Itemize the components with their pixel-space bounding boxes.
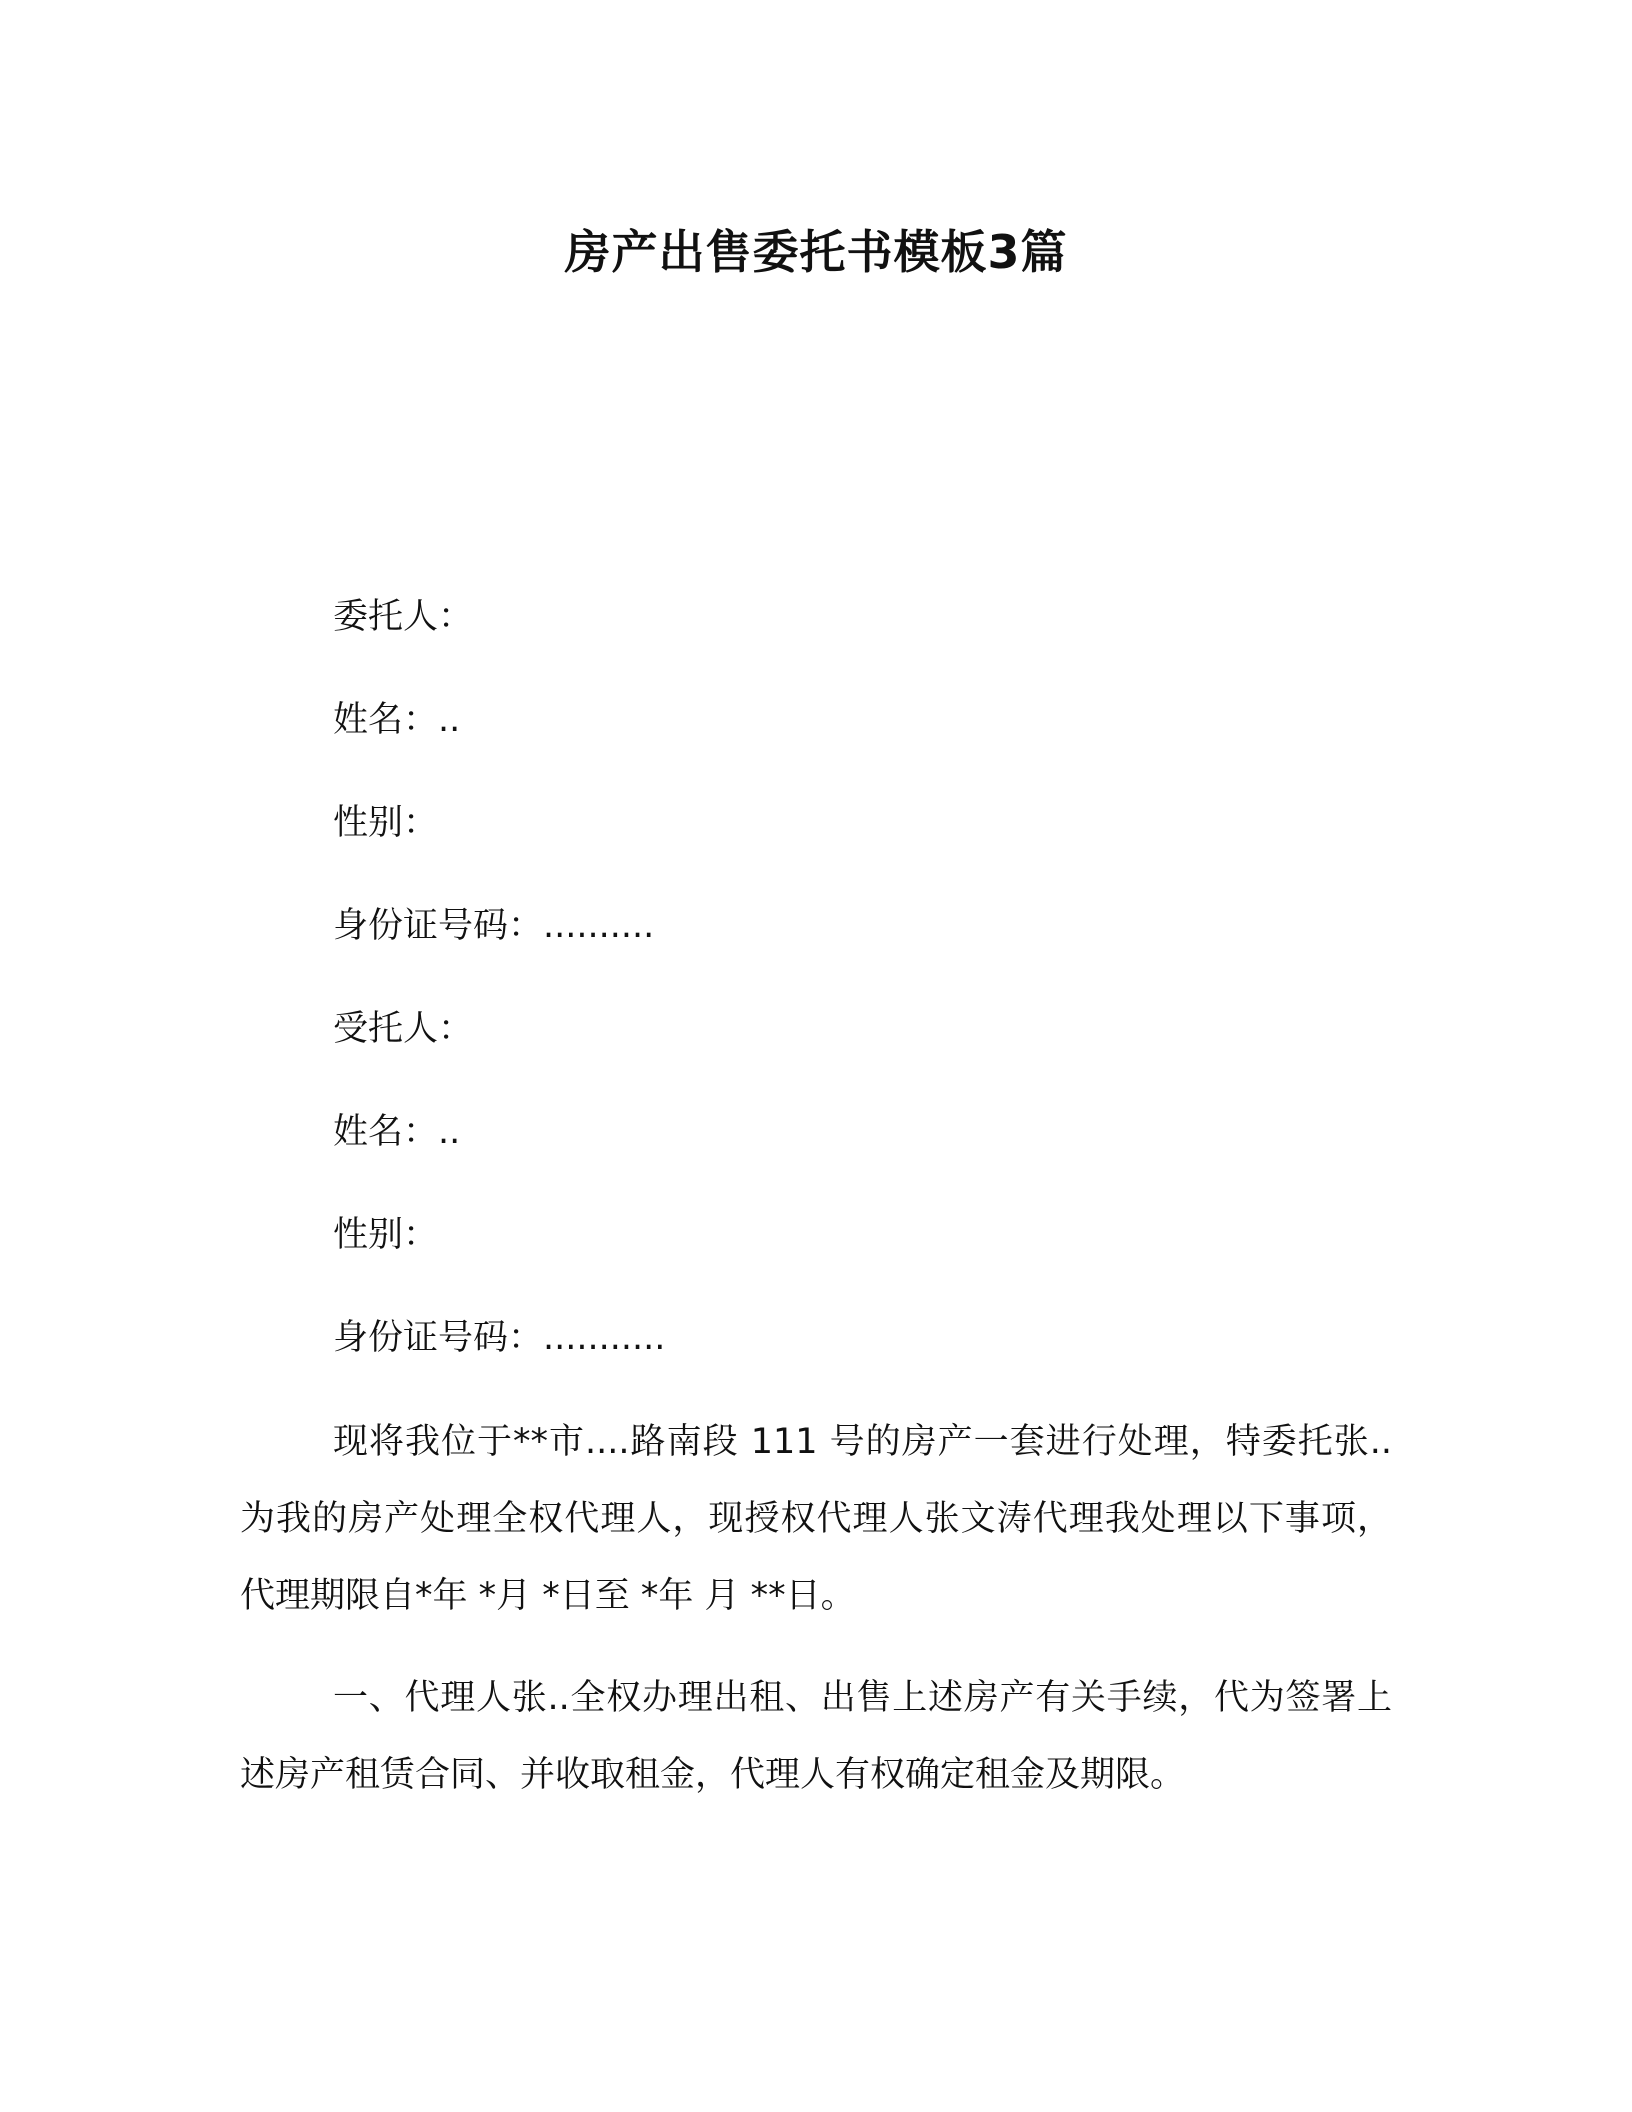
authorization-paragraph: 现将我位于**市....路南段 111 号的房产一套进行处理，特委托张..为我的房产处理全权代理人，现授权代理人张文涛代理我处理以下事项，代理期限自*年 *月 *日至 *年 月 **日。 xyxy=(240,1422,1392,1616)
principal-name: 姓名：.. xyxy=(333,700,461,740)
document-title: 房产出售委托书模板3篇 xyxy=(564,225,1068,279)
clause-one-paragraph: 一、代理人张..全权办理出租、出售上述房产有关手续，代为签署上述房产租赁合同、并收取租金，代理人有权确定租金及期限。 xyxy=(240,1678,1392,1795)
agent-name: 姓名：.. xyxy=(333,1112,461,1152)
principal-heading: 委托人： xyxy=(333,597,474,637)
agent-heading: 受托人： xyxy=(333,1009,474,1049)
agent-gender: 性别： xyxy=(333,1215,439,1255)
principal-id-number: 身份证号码：.......... xyxy=(333,906,655,946)
principal-gender: 性别： xyxy=(333,803,439,843)
agent-id-number: 身份证号码：........... xyxy=(333,1318,666,1358)
